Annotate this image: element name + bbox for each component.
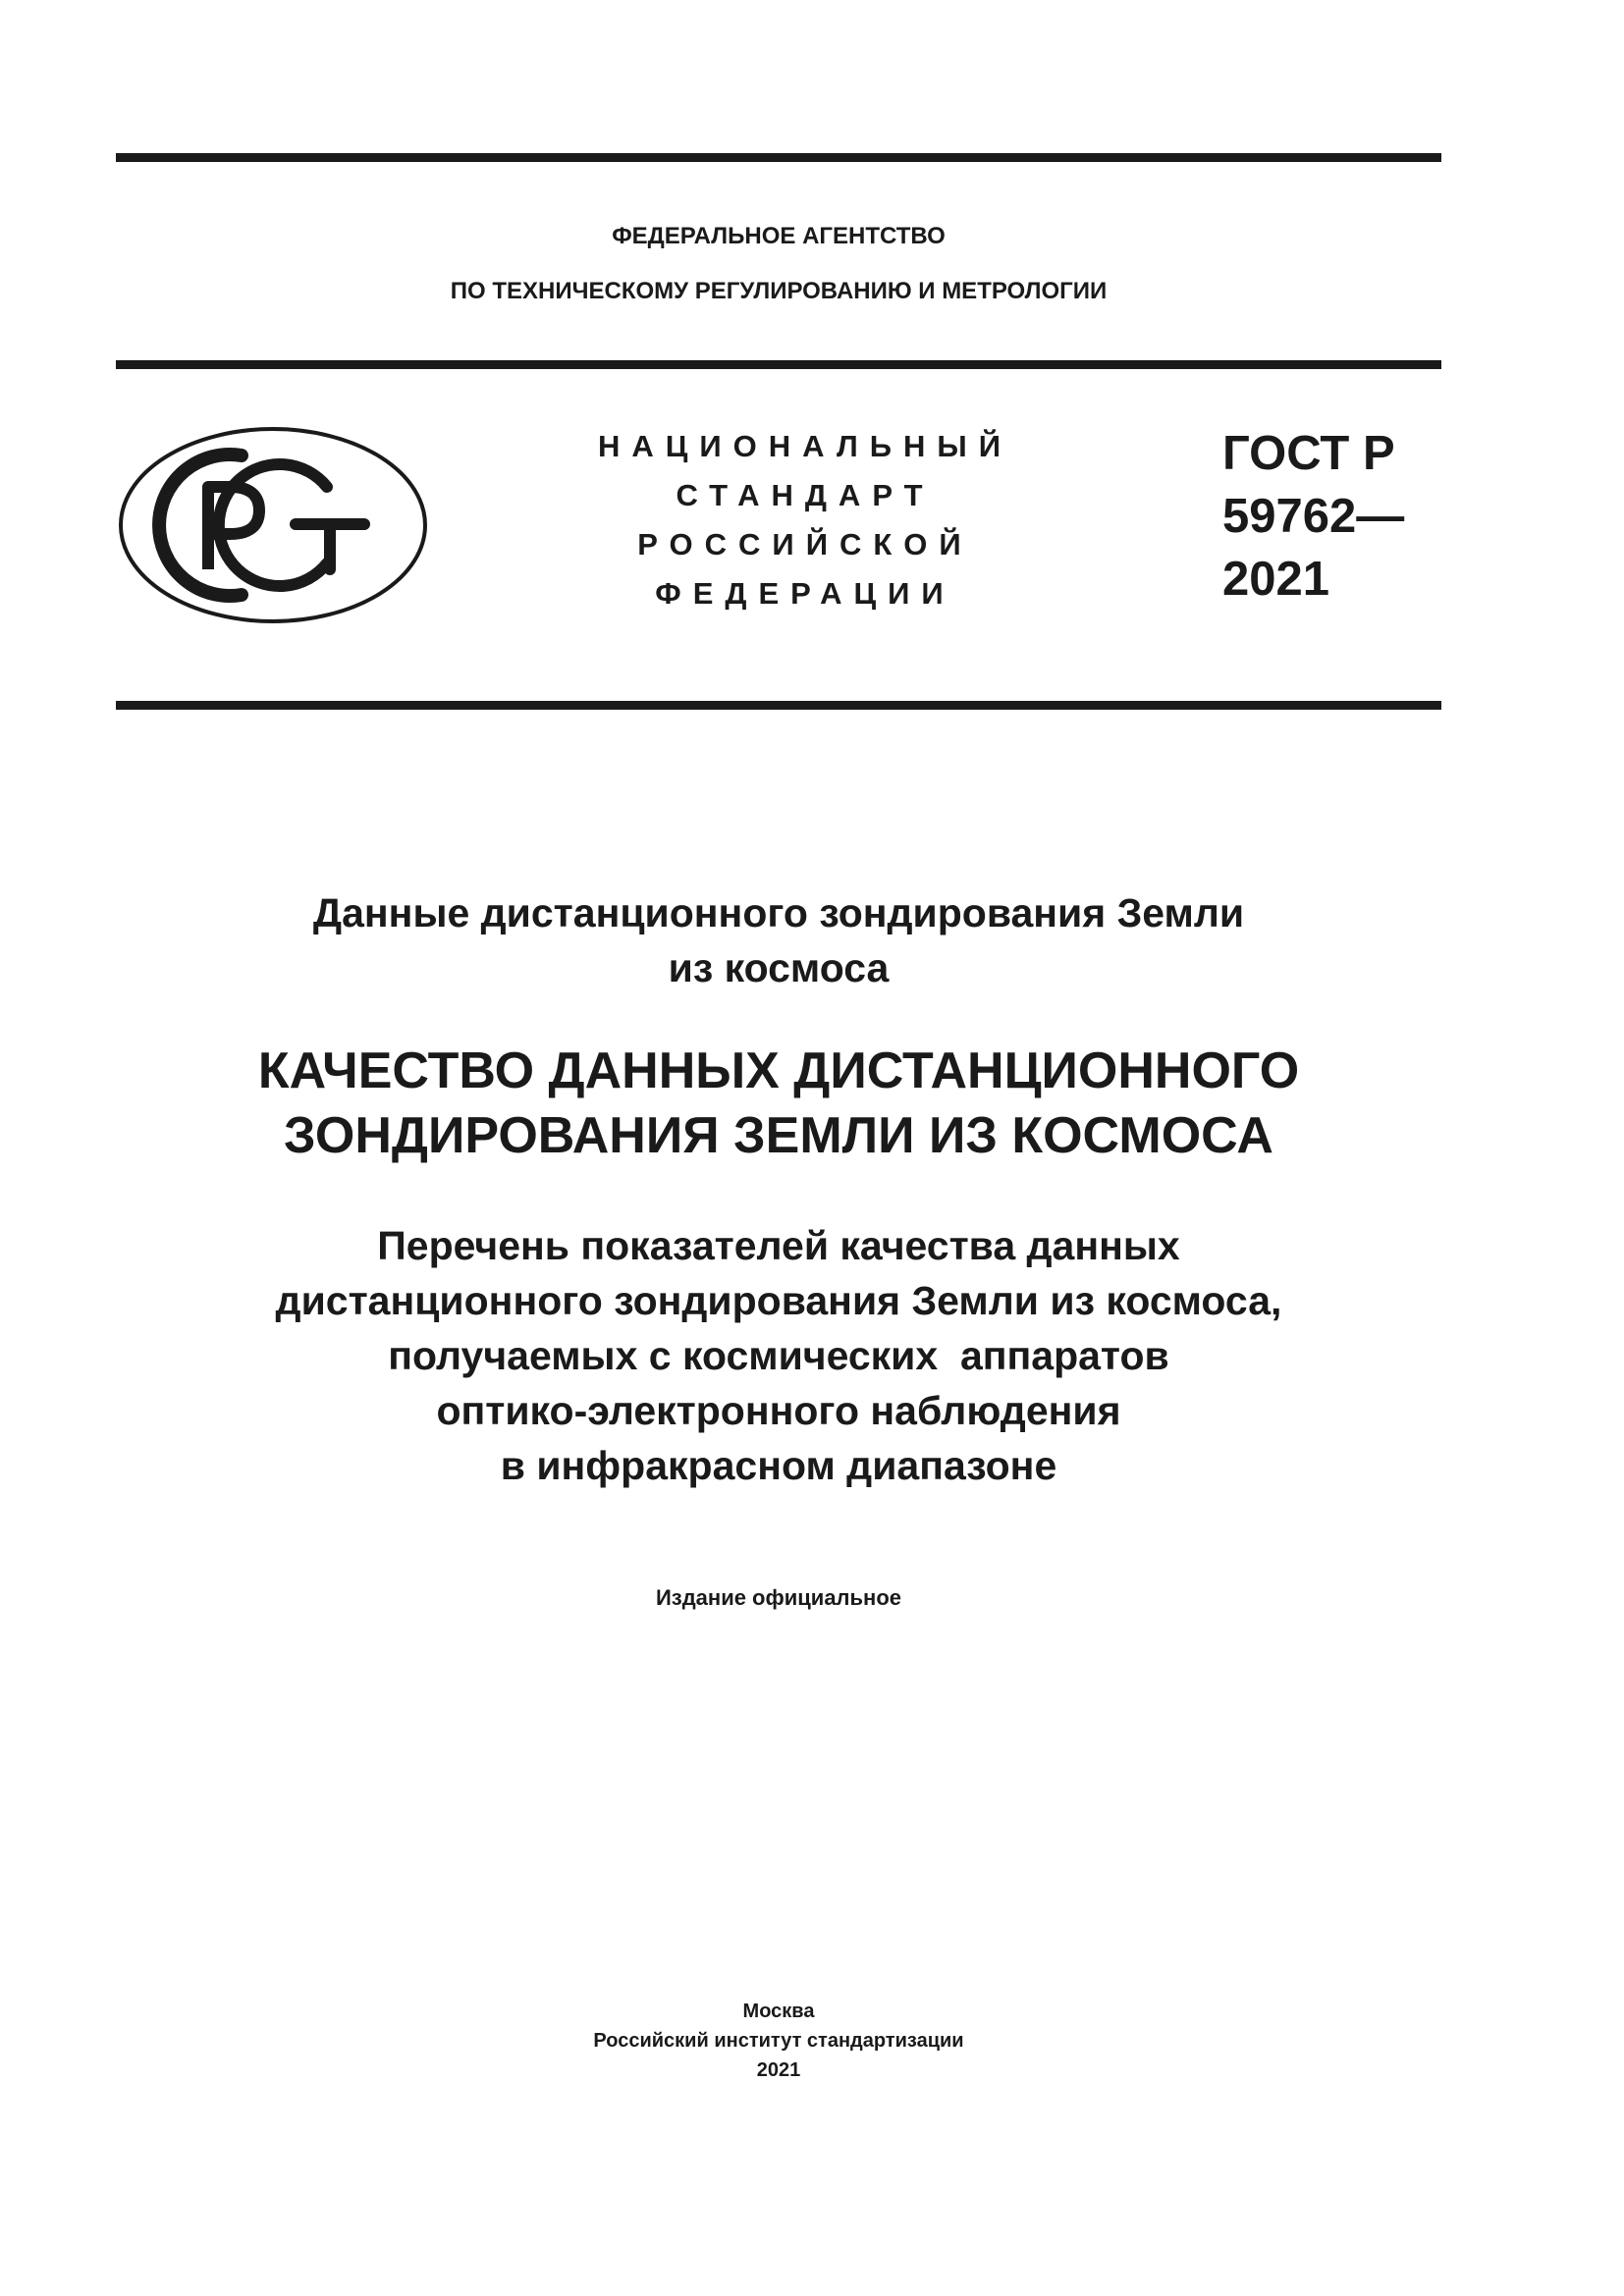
publication-year: 2021 (756, 2059, 801, 2081)
header-divider (116, 360, 1441, 369)
designation-line2: 59762— (1222, 490, 1405, 543)
rst-certification-mark-icon (116, 422, 430, 628)
publisher-block (116, 1997, 1441, 2085)
subtitle-line5: в инфракрасном диапазоне (500, 1443, 1057, 1488)
publisher-city: Москва (742, 2001, 815, 2022)
main-title-line2: ЗОНДИРОВАНИЯ ЗЕМЛИ ИЗ КОСМОСА (284, 1107, 1273, 1164)
top-rule (116, 153, 1441, 162)
designation-divider (116, 701, 1441, 710)
national-standard-line2: СТАНДАРТ (676, 478, 935, 512)
designation-line3: 2021 (1222, 553, 1330, 606)
standard-designation (1222, 422, 1448, 611)
general-title-line1: Данные дистанционного зондирования Земли (312, 890, 1245, 935)
national-standard-label (550, 422, 1060, 618)
main-title-line1: КАЧЕСТВО ДАННЫХ ДИСТАНЦИОННОГО (257, 1042, 1300, 1099)
general-title-line2: из космоса (668, 945, 890, 990)
subtitle (116, 1218, 1441, 1493)
main-title (116, 1039, 1441, 1168)
general-title (116, 885, 1441, 995)
agency-name-line1: ФЕДЕРАЛЬНОЕ АГЕНТСТВО (612, 223, 946, 249)
subtitle-line1: Перечень показателей качества данных (377, 1223, 1180, 1268)
subtitle-line3: получаемых с космических аппаратов (388, 1333, 1169, 1378)
subtitle-line2: дистанционного зондирования Земли из космоса, (275, 1278, 1282, 1323)
designation-line1: ГОСТ Р (1222, 427, 1395, 480)
agency-name-line2: ПО ТЕХНИЧЕСКОМУ РЕГУЛИРОВАНИЮ И МЕТРОЛОГИИ (450, 278, 1108, 304)
national-standard-line4: ФЕДЕРАЦИИ (655, 576, 955, 611)
subtitle-line4: оптико-электронного наблюдения (436, 1388, 1121, 1433)
national-standard-line1: НАЦИОНАЛЬНЫЙ (597, 429, 1013, 463)
official-edition-note: Издание официальное (655, 1585, 902, 1610)
publisher-institute: Российский институт стандартизации (593, 2030, 964, 2052)
national-standard-line3: РОССИЙСКОЙ (637, 527, 973, 561)
